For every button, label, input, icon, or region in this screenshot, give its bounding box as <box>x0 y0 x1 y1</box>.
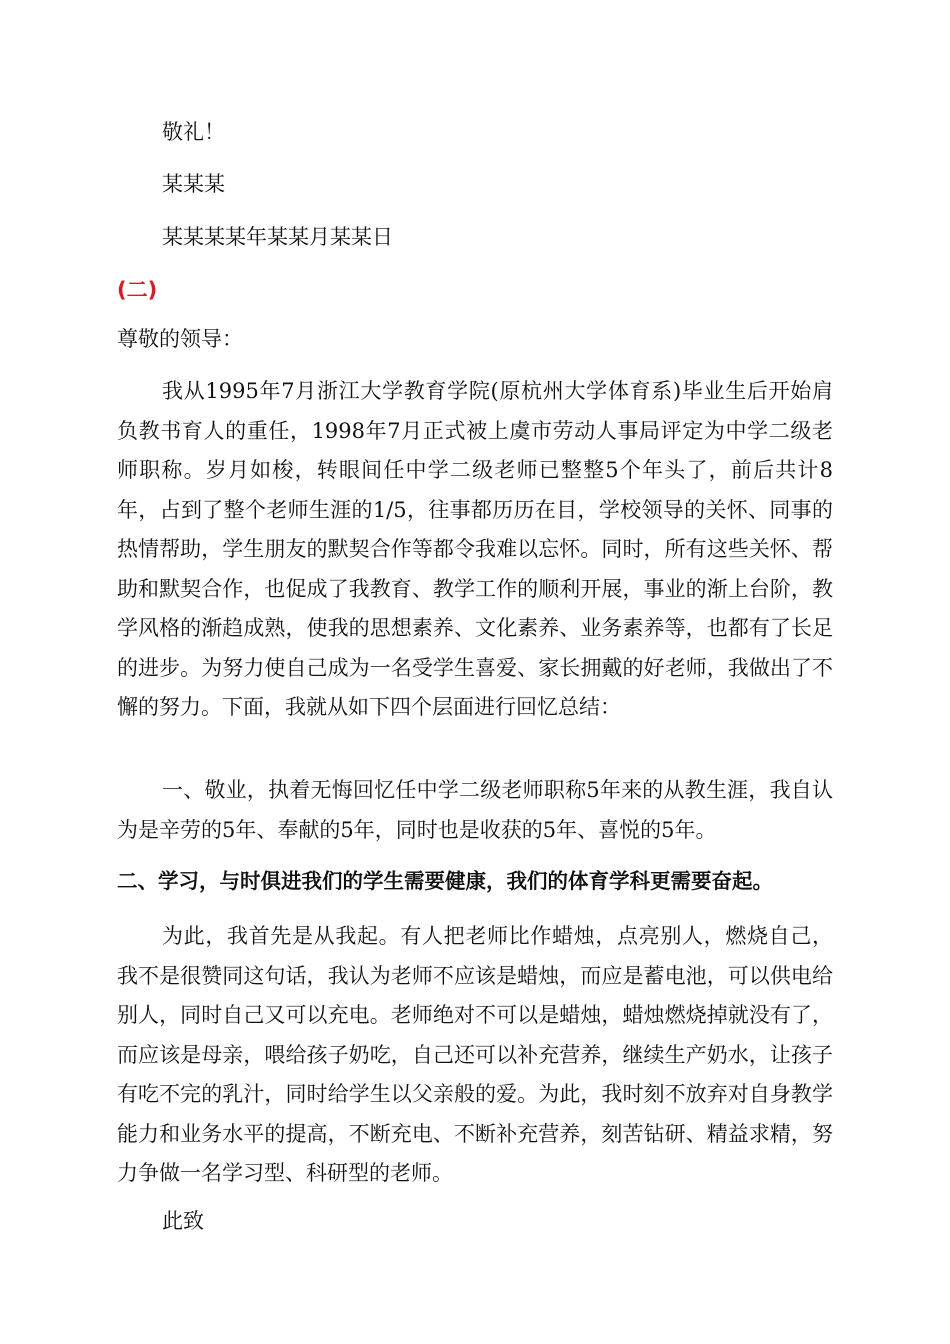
body-paragraph-1: 我从1995年7月浙江大学教育学院(原杭州大学体育系)毕业生后开始肩负教书育人的重任，1998年7月正式被上虞市劳动人事局评定为中学二级老师职称。岁月如梭，转眼间任中学二级老师已整整5个年头了，前后共计8年，占到了整个老师生涯的1/5，往事都历历在目，学校领导的关怀、同事的热情帮助，学生朋友的默契合作等都令我难以忘怀。同时，所有这些关怀、帮助和默契合作，也促成了我教育、教学工作的顺利开展，事业的渐上台阶，教学风格的渐趋成熟，使我的思想素养、文化素养、业务素养等，也都有了长足的进步。为努力使自己成为一名受学生喜爱、家长拥戴的好老师，我做出了不懈的努力。下面，我就从如下四个层面进行回忆总结： <box>117 379 833 719</box>
greeting: 尊敬的领导： <box>117 327 243 351</box>
letter-date: 某某某某年某某月某某日 <box>162 225 393 249</box>
signature: 某某某 <box>162 172 225 196</box>
closing-start: 此致 <box>162 1209 204 1233</box>
body-paragraph-3: 为此，我首先是从我起。有人把老师比作蜡烛，点亮别人，燃烧自己，我不是很赞同这句话，我认为老师不应该是蜡烛，而应是蓄电池，可以供电给别人，同时自己又可以充电。老师绝对不可以是蜡烛，蜡烛燃烧掉就没有了，而应该是母亲，喂给孩子奶吃，自己还可以补充营养，继续生产奶水，让孩子有吃不完的乳汁，同时给学生以父亲般的爱。为此，我时刻不放弃对自身教学能力和业务水平的提高，不断充电、不断补充营养，刻苦钻研、精益求精，努力争做一名学习型、科研型的老师。 <box>117 924 833 1185</box>
body-paragraph-2: 一、敬业，执着无悔回忆任中学二级老师职称5年来的从教生涯，我自认为是辛劳的5年、奉献的5年，同时也是收获的5年、喜悦的5年。 <box>117 778 833 842</box>
closing-salute: 敬礼！ <box>162 120 225 144</box>
section-marker: (二) <box>117 278 158 302</box>
section-heading-2: 二、学习，与时俱进我们的学生需要健康，我们的体育学科更需要奋起。 <box>117 869 773 893</box>
